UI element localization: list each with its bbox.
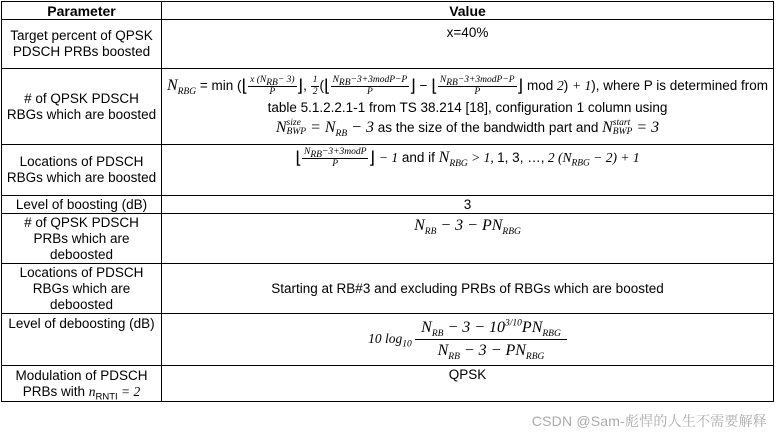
value-text: as the size of the bandwidth part and bbox=[377, 120, 599, 135]
value-cell bbox=[162, 69, 774, 145]
table-row bbox=[2, 69, 774, 145]
value-cell bbox=[162, 214, 774, 264]
table-row bbox=[2, 314, 774, 366]
deboost-level-formula: 10 $\log_{10}$ $\frac{N_{RB} - 3 - 10^{3/10}PN_{RBG}}{N_{RB} - 3 - PN_{RBG}}$ bbox=[368, 331, 567, 346]
value-cell bbox=[162, 314, 774, 366]
param-cell: Level of deboosting (dB) bbox=[2, 314, 162, 366]
nbwp-start-formula: Nstart BWP = 3 bbox=[602, 118, 660, 138]
header-value: Value bbox=[162, 2, 774, 20]
header-parameter: Parameter bbox=[2, 2, 162, 20]
value-text: , where P is determined from table 5.1.2.2.1-1 from TS 38.214 [18], configuration 1 column using bbox=[267, 78, 769, 115]
value-cell: 3 bbox=[162, 196, 774, 214]
table-header-row bbox=[2, 2, 774, 20]
param-cell bbox=[2, 366, 162, 402]
value-text: x=40% bbox=[446, 25, 489, 40]
param-cell: # of QPSK PDSCH PRBs which are deboosted bbox=[2, 214, 162, 264]
param-cell: Locations of PDSCH RBGs which are deboosted bbox=[2, 264, 162, 314]
location-formula: ⌊ $\frac{N_{RB}-3+3modP}{P}$ ⌋ − 1 bbox=[295, 147, 399, 169]
value-cell bbox=[162, 20, 774, 69]
param-cell: Locations of PDSCH RBGs which are boosted bbox=[2, 145, 162, 196]
nbwp-size-formula: Nsize BWP = $N_{RB} - 3$ bbox=[275, 118, 374, 140]
table-row bbox=[2, 214, 774, 264]
table-row bbox=[2, 20, 774, 69]
condition-formula: $N_{RBG} > 1$, 1, 3, …, 2 $(N_{RBG} - 2) + 1$ bbox=[438, 149, 640, 170]
value-cell: QPSK bbox=[162, 366, 774, 402]
param-text: Modulation of PDSCH PRBs with bbox=[15, 367, 148, 399]
watermark: CSDN @Sam-彪悍的人生不需要解释 bbox=[531, 413, 767, 429]
deboost-count-formula: $N_{RB} - 3 - PN_{RBG}$ bbox=[414, 217, 521, 238]
rnti-formula: $n_{RNTI} = 2$ bbox=[88, 383, 141, 403]
table-row bbox=[2, 366, 774, 402]
param-cell: # of QPSK PDSCH RBGs which are boosted bbox=[2, 69, 162, 145]
value-text: and if bbox=[401, 150, 435, 166]
param-cell: Level of boosting (dB) bbox=[2, 196, 162, 214]
table-row bbox=[2, 145, 774, 196]
table-row bbox=[2, 264, 774, 314]
parameter-table bbox=[1, 1, 774, 402]
param-cell: Target percent of QPSK PDSCH PRBs boosted bbox=[2, 20, 162, 69]
value-cell: Starting at RB#3 and excluding PRBs of RBGs which are boosted bbox=[162, 264, 774, 314]
value-cell bbox=[162, 145, 774, 196]
rbg-count-formula: $N_{RBG} = \min$ (⌊ $\frac{x (N_{RB}- 3)}{P}$ ⌋, $\frac{1}{2}$ (⌊ $\frac{N_{RB}-3+3modP-P}{P}$ ⌋ − ⌊ $\frac{N_{RB}-3+3modP-P}{P}$ ⌋ mod 2) + 1) bbox=[166, 75, 596, 98]
table-row bbox=[2, 196, 774, 214]
